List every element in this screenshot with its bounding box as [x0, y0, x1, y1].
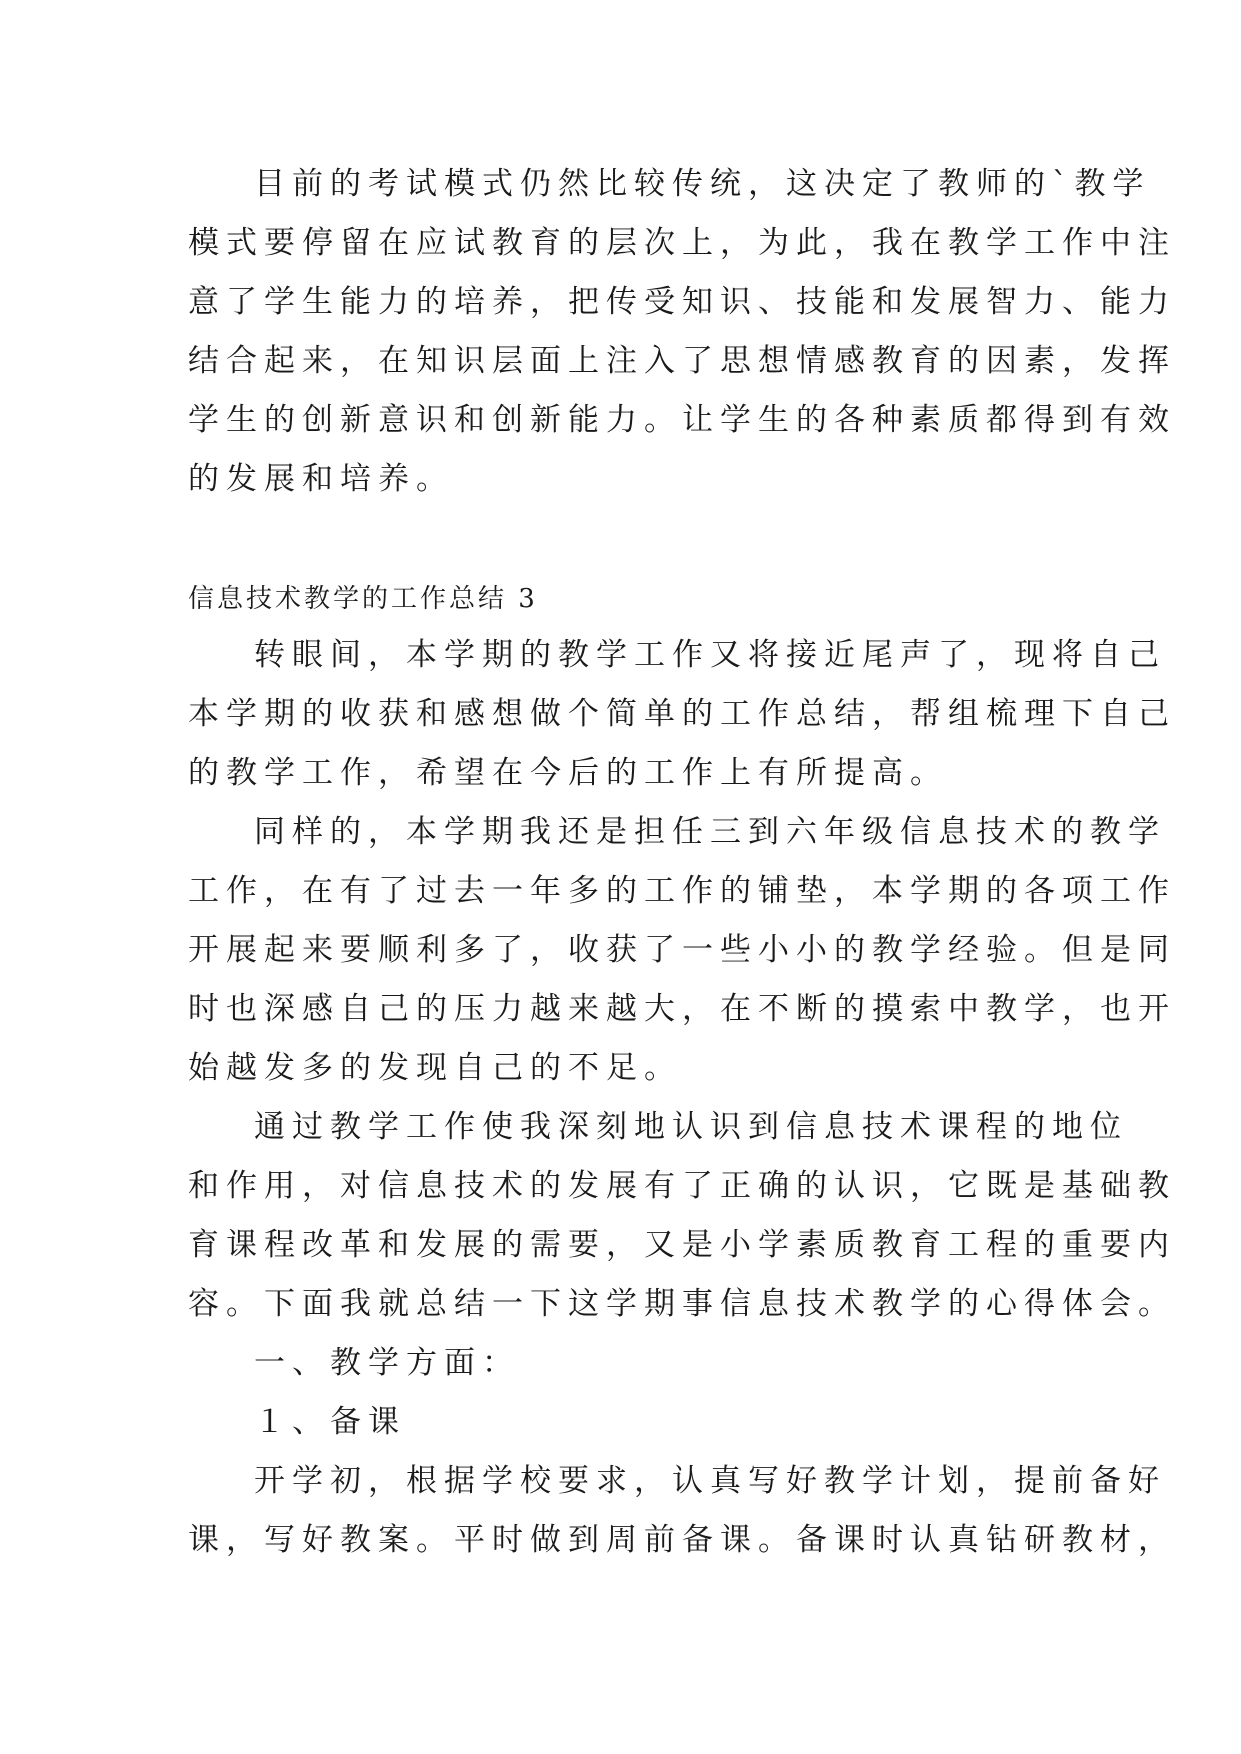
text-line: 容。下面我就总结一下这学期事信息技术教学的心得体会。	[188, 1286, 1176, 1322]
text-line: 和作用，对信息技术的发展有了正确的认识，它既是基础教	[188, 1168, 1176, 1204]
text-line: 结合起来，在知识层面上注入了思想情感教育的因素，发挥	[188, 343, 1176, 379]
text-line: 转眼间，本学期的教学工作又将接近尾声了，现将自己	[254, 637, 1166, 673]
text-line: 的教学工作，希望在今后的工作上有所提高。	[188, 755, 948, 791]
text-line: 通过教学工作使我深刻地认识到信息技术课程的地位	[254, 1109, 1128, 1145]
text-line: 意了学生能力的培养，把传受知识、技能和发展智力、能力	[188, 284, 1176, 320]
text-line: 同样的，本学期我还是担任三到六年级信息技术的教学	[254, 814, 1166, 850]
text-line: 时也深感自己的压力越来越大，在不断的摸索中教学，也开	[188, 991, 1176, 1027]
subheading: １、备课	[254, 1404, 406, 1440]
text-line: 目前的考试模式仍然比较传统，这决定了教师的`教学	[254, 166, 1151, 202]
text-line: 开学初，根据学校要求，认真写好教学计划，提前备好	[254, 1463, 1166, 1499]
text-line: 学生的创新意识和创新能力。让学生的各种素质都得到有效	[188, 402, 1176, 438]
text-line: 始越发多的发现自己的不足。	[188, 1050, 682, 1086]
text-line: 的发展和培养。	[188, 461, 454, 497]
text-line: 模式要停留在应试教育的层次上，为此，我在教学工作中注	[188, 225, 1176, 261]
subheading: 一、教学方面：	[254, 1345, 520, 1381]
section-title: 信息技术教学的工作总结 3	[188, 584, 538, 614]
text-line: 开展起来要顺利多了，收获了一些小小的教学经验。但是同	[188, 932, 1176, 968]
text-line: 课，写好教案。平时做到周前备课。备课时认真钻研教材，	[188, 1522, 1176, 1558]
text-line: 工作，在有了过去一年多的工作的铺垫，本学期的各项工作	[188, 873, 1176, 909]
text-line: 本学期的收获和感想做个简单的工作总结，帮组梳理下自己	[188, 696, 1176, 732]
text-line: 育课程改革和发展的需要，又是小学素质教育工程的重要内	[188, 1227, 1176, 1263]
